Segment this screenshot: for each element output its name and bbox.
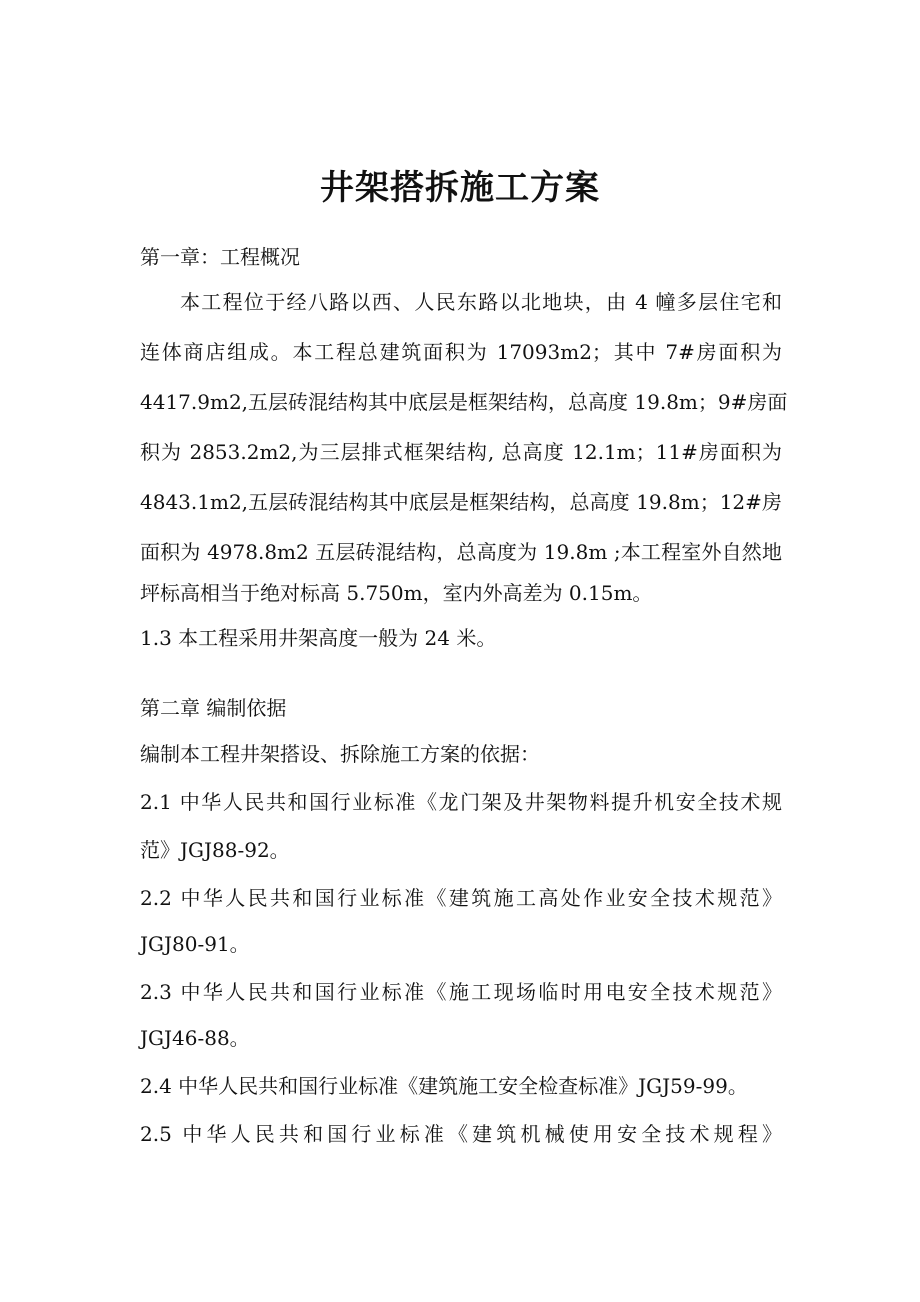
standard-item-2-3: 2.3 中华人民共和国行业标准《施工现场临时用电安全技术规范》 bbox=[140, 980, 782, 1004]
standard-item-2-2-cont: JGJ80-91。 bbox=[140, 932, 250, 956]
chapter1-paragraph-line: 坪标高相当于绝对标高 5.750m，室内外高差为 0.15m。 bbox=[140, 581, 653, 605]
chapter1-paragraph-line: 积为 2853.2m2,为三层排式框架结构, 总高度 12.1m；11#房面积为 bbox=[140, 440, 782, 464]
standard-item-2-5: 2.5 中华人民共和国行业标准《建筑机械使用安全技术规程》 bbox=[140, 1122, 782, 1146]
standard-item-2-1-cont: 范》JGJ88-92。 bbox=[140, 838, 290, 862]
standard-item-2-2: 2.2 中华人民共和国行业标准《建筑施工高处作业安全技术规范》 bbox=[140, 886, 782, 910]
chapter1-paragraph-line: 4417.9m2,五层砖混结构其中底层是框架结构，总高度 19.8m；9#房面 bbox=[140, 390, 788, 414]
chapter2-intro: 编制本工程井架搭设、拆除施工方案的依据： bbox=[140, 742, 540, 766]
chapter1-heading: 第一章：工程概况 bbox=[140, 245, 300, 269]
chapter1-paragraph-line: 本工程位于经八路以西、人民东路以北地块，由 4 幢多层住宅和 bbox=[180, 290, 782, 314]
chapter1-paragraph-line: 4843.1m2,五层砖混结构其中底层是框架结构，总高度 19.8m；12#房 bbox=[140, 490, 782, 514]
chapter1-paragraph-line: 连体商店组成。本工程总建筑面积为 17093m2；其中 7#房面积为 bbox=[140, 340, 782, 364]
chapter2-heading: 第二章 编制依据 bbox=[140, 696, 287, 720]
standard-item-2-3-cont: JGJ46-88。 bbox=[140, 1026, 250, 1050]
document-title: 井架搭拆施工方案 bbox=[320, 168, 600, 208]
chapter1-paragraph-line: 面积为 4978.8m2 五层砖混结构，总高度为 19.8m ;本工程室外自然地 bbox=[140, 540, 782, 564]
section-1-3: 1.3 本工程采用井架高度一般为 24 米。 bbox=[140, 626, 497, 650]
standard-item-2-4: 2.4 中华人民共和国行业标准《建筑施工安全检查标准》JGJ59-99。 bbox=[140, 1074, 748, 1098]
standard-item-2-1: 2.1 中华人民共和国行业标准《龙门架及井架物料提升机安全技术规 bbox=[140, 790, 782, 814]
